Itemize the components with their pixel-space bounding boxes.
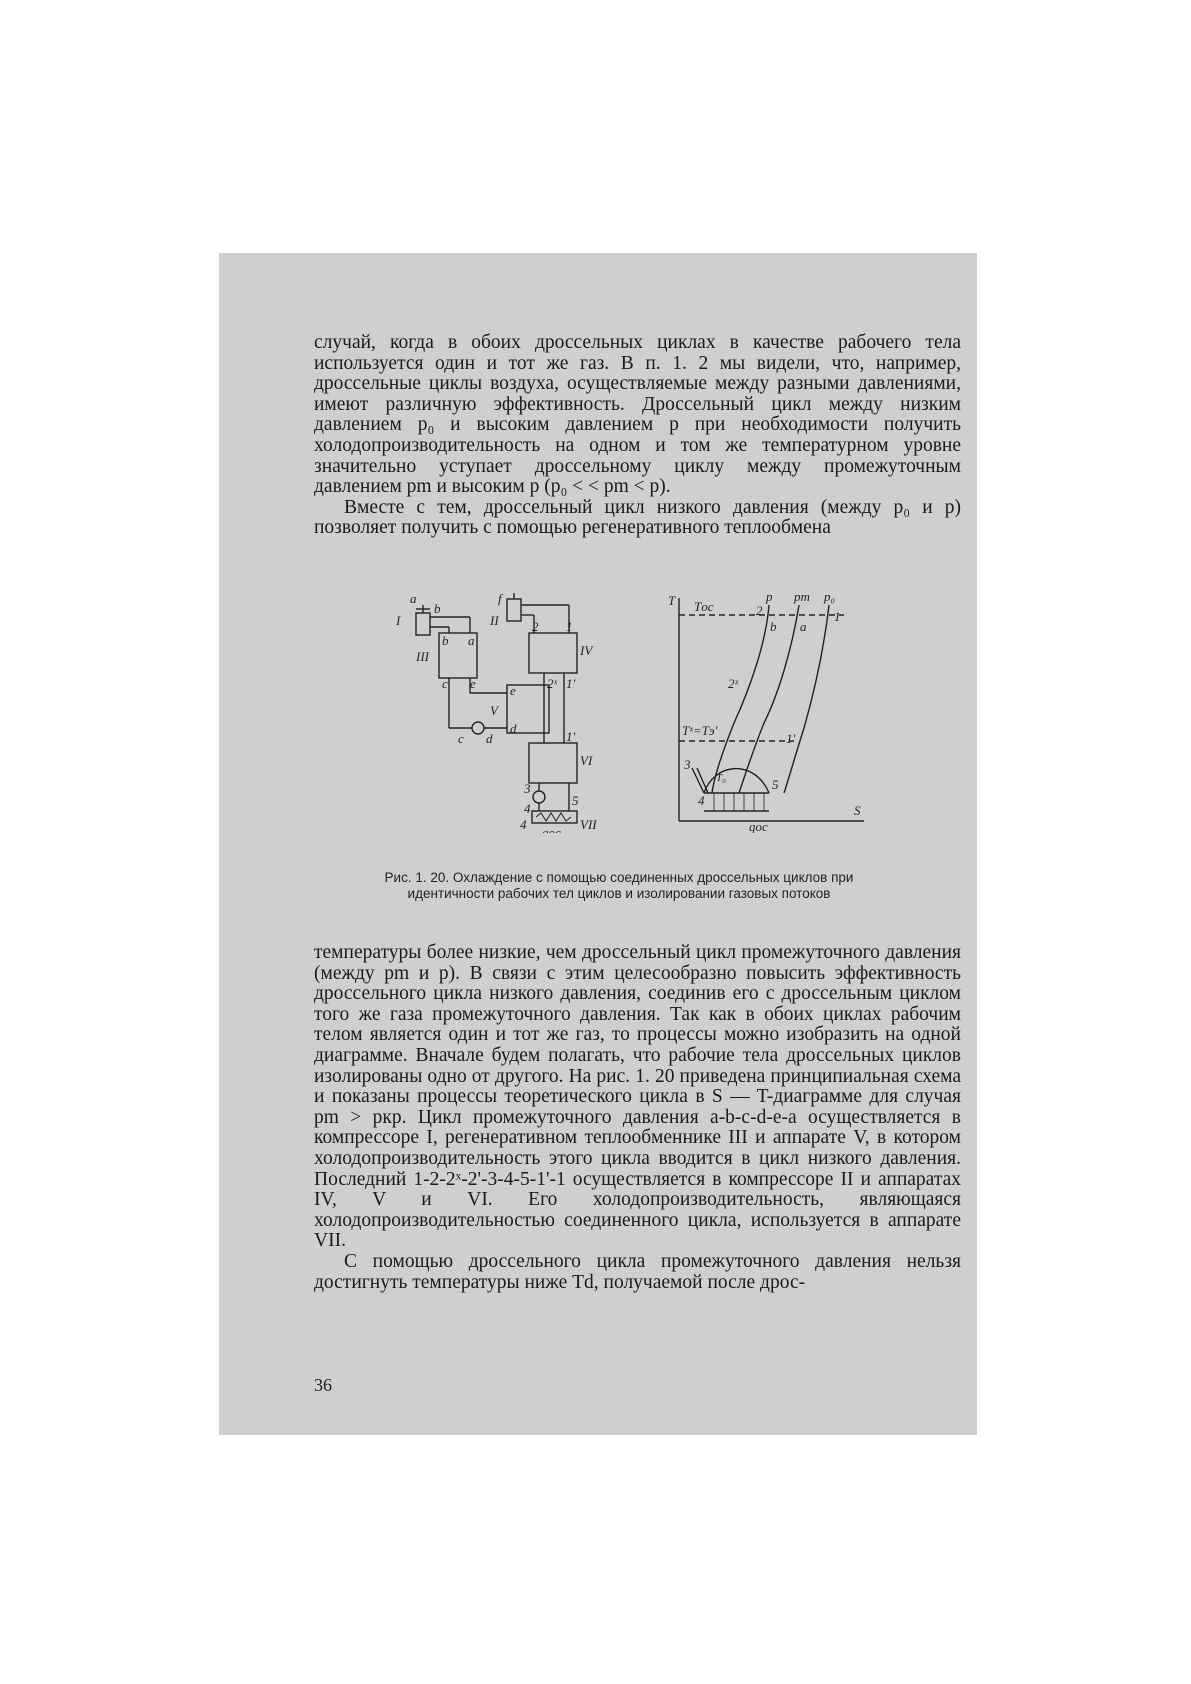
throttle-valve-3 bbox=[533, 791, 545, 803]
label-3-ts: 3 bbox=[684, 757, 691, 772]
page-number: 36 bbox=[314, 1375, 332, 1395]
label-b: b bbox=[434, 601, 441, 616]
isobar-p bbox=[712, 605, 769, 793]
label-4-ts: 4 bbox=[698, 793, 705, 808]
text-block-top bbox=[314, 333, 961, 539]
label-qoc-right: qос bbox=[749, 819, 768, 833]
paragraph: температуры более низкие, чем дроссельный цикл промежуточного давления (между pm и p). В связи с этим целесообразно повысить эффективность дроссельного цикла низкого давления, соединив его с дроссельным циклом того же газа промежуточного давления. Так как в обоих циклах рабочим телом является один и тот же газ, то процессы можно изобразить на одной диаграмме. Вначале будем полагать, что рабочие тела дроссельных циклов изолированы одно от другого. На рис. 1. 20 приведена принципиальная схема и показаны процессы теоретического цикла в S — T-диаграмме для случая pm > pкр. Цикл промежуточного давления a-b-c-d-e-a осуществляется в компрессоре I, регенеративном теплообменнике III и аппарате V, в котором холодопроизводительность этого цикла вводится в цикл низкого давления. Последний 1-2-2ˣ-2'-3-4-5-1'-1 осуществляется в компрессоре II и аппаратах IV, V и VI. Его холодопроизводительность, являющаяся холодопроизводительностью соединенного цикла, используется в аппарате VII. bbox=[314, 942, 961, 1252]
label-S-axis: S bbox=[854, 803, 861, 818]
label-III: III bbox=[416, 649, 429, 664]
label-d-bottom: d bbox=[486, 731, 493, 746]
label-VII: VII bbox=[580, 817, 597, 832]
label-a-ts: a bbox=[800, 619, 807, 634]
label-p: p bbox=[766, 593, 773, 604]
label-1-ts: 1 bbox=[834, 609, 841, 624]
isobar-p0 bbox=[784, 605, 829, 793]
label-pm: pm bbox=[794, 593, 810, 604]
text-block-bottom bbox=[314, 943, 961, 1293]
label-e: e bbox=[510, 683, 516, 698]
label-1: 1 bbox=[566, 619, 573, 634]
label-T0: T₀ bbox=[716, 772, 726, 784]
label-a-hx: a bbox=[468, 633, 475, 648]
label-e-left: e bbox=[470, 676, 476, 691]
label-1p-ts: 1' bbox=[786, 731, 796, 746]
label-c: c bbox=[442, 676, 448, 691]
heat-exchanger-iv bbox=[529, 633, 577, 673]
label-1p-vi: 1' bbox=[566, 729, 576, 744]
label-qoc-left: qос bbox=[542, 825, 561, 833]
label-b-ts: b bbox=[770, 619, 777, 634]
compressor-i bbox=[416, 613, 430, 635]
isobar-pm bbox=[739, 605, 799, 793]
heat-exchanger-vi bbox=[529, 743, 577, 783]
label-f: f bbox=[498, 593, 502, 606]
figure-svg bbox=[394, 593, 874, 833]
label-2-ts: 2 bbox=[756, 603, 763, 618]
compressor-ii bbox=[507, 599, 521, 621]
label-2: 2 bbox=[532, 619, 539, 634]
label-VI: VI bbox=[580, 753, 593, 768]
paragraph: Вместе с тем, дроссельный цикл низкого давления (между p₀ и p) позволяет получить с помощью регенеративного теплообмена bbox=[314, 496, 961, 539]
label-c-bottom: c bbox=[458, 731, 464, 746]
label-b-hx: b bbox=[442, 633, 449, 648]
label-II: II bbox=[490, 613, 499, 628]
label-Tx: Tˣ=Tэ' bbox=[682, 723, 718, 738]
label-5-ts: 5 bbox=[772, 777, 779, 792]
label-d: d bbox=[510, 721, 517, 736]
label-3: 3 bbox=[524, 781, 531, 796]
label-2x: 2ˣ bbox=[547, 676, 558, 691]
label-V: V bbox=[490, 703, 498, 718]
label-5: 5 bbox=[572, 793, 579, 808]
figure-1-20 bbox=[394, 593, 874, 833]
paragraph: случай, когда в обоих дроссельных циклах в качестве рабочего тела используется один и тот же газ. В п. 1. 2 мы видели, что, например, дроссельные циклы воздуха, осуществляемые между разными давлениями, имеют различную эффективность. Дроссельный цикл между низким давлением p₀ и высоким давлением p при необходимости получить холодопроизводительность на одном и том же температурном уровне значительно уступает дроссельному циклу между промежуточным давлением pm и высоким p (p₀ < < pm < p). bbox=[314, 332, 961, 498]
label-1p: 1' bbox=[566, 676, 576, 691]
label-a-left: a bbox=[410, 593, 417, 606]
paragraph: С помощью дроссельного цикла промежуточного давления нельзя достигнуть температуры ниже Td, получаемой после дрос- bbox=[314, 1250, 961, 1293]
label-T-axis: T bbox=[668, 593, 676, 608]
book-page bbox=[219, 253, 977, 1435]
label-4-bottom: 4 bbox=[520, 817, 527, 832]
label-4: 4 bbox=[524, 801, 531, 816]
label-2x-ts: 2ˣ bbox=[728, 676, 739, 691]
figure-caption: Рис. 1. 20. Охлаждение с помощью соединенных дроссельных циклов при идентичности рабочих тел циклов и изолировании газовых потоков bbox=[384, 870, 854, 901]
label-Toc: Tос bbox=[694, 599, 714, 614]
throttle-valve-d bbox=[472, 722, 484, 734]
label-IV: IV bbox=[580, 643, 593, 658]
label-p0: p₀ bbox=[824, 593, 836, 604]
label-I: I bbox=[396, 613, 401, 628]
